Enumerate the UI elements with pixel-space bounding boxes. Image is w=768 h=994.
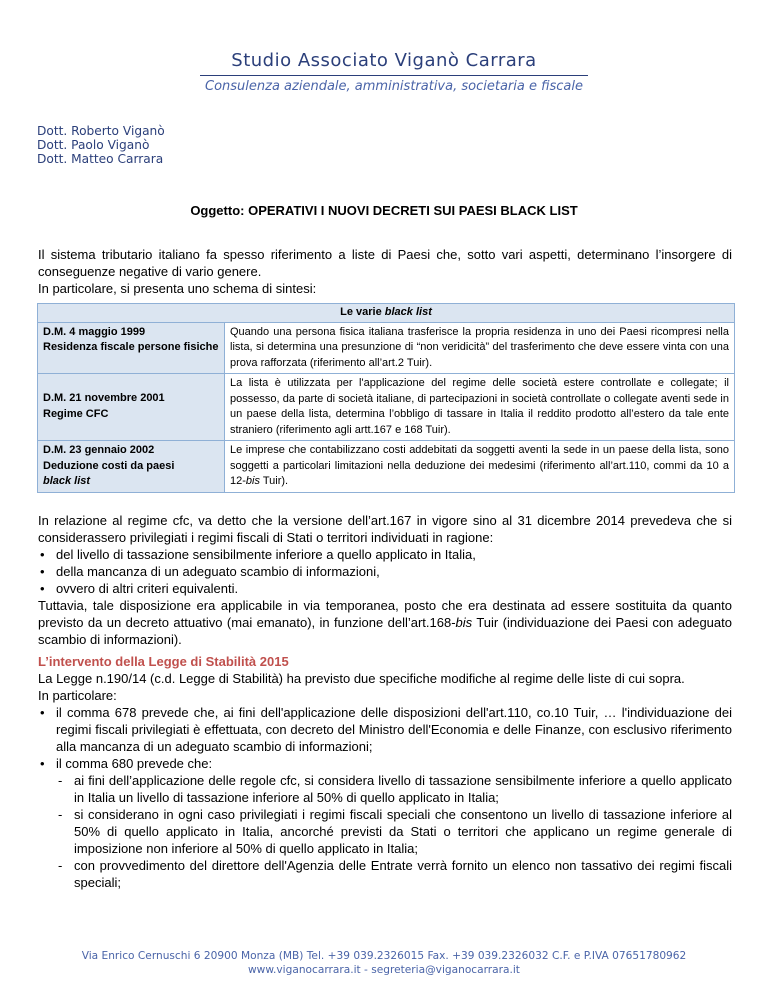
letterhead — [0, 50, 768, 94]
intro-section — [38, 246, 732, 297]
document-subject: Oggetto: OPERATIVI I NUOVI DECRETI SUI PAESI BLACK LIST — [190, 203, 578, 218]
letterhead-divider — [200, 75, 588, 76]
partners-list — [37, 124, 165, 166]
stability-section — [38, 670, 732, 891]
list-item: • del livello di tassazione sensibilmente inferiore a quello applicato in Italia, — [38, 546, 732, 563]
stability-paragraph: In particolare: — [38, 688, 117, 703]
list-item: - con provvedimento del direttore dell'Agenzia delle Entrate verrà fornito un elenco non tassativo dei regimi fiscali speciali; — [56, 857, 732, 891]
row-label: D.M. 21 novembre 2001 Regime CFC — [38, 374, 225, 441]
list-item: • della mancanza di un adeguato scambio di informazioni, — [38, 563, 732, 580]
partner-name: Dott. Paolo Viganò — [37, 138, 150, 152]
section-title: L’intervento della Legge di Stabilità 2015 — [38, 654, 289, 669]
row-label: D.M. 4 maggio 1999 Residenza fiscale persone fisiche — [38, 322, 225, 374]
cfc-paragraph: In relazione al regime cfc, va detto che la versione dell’art.167 in vigore sino al 31 dicembre 2014 prevedeva che si considerassero privilegiati i regimi fiscali di Stati o territori individuati in ragione: — [38, 513, 732, 545]
page-footer — [0, 949, 768, 977]
intro-paragraph: In particolare, si presenta uno schema di sintesi: — [38, 281, 317, 296]
partner-name: Dott. Roberto Viganò — [37, 124, 165, 138]
stability-paragraph: La Legge n.190/14 (c.d. Legge di Stabilità) ha previsto due specifiche modifiche al regime delle liste di cui sopra. — [38, 671, 685, 686]
table-row — [38, 374, 735, 441]
stability-list — [38, 704, 732, 891]
row-label: D.M. 23 gennaio 2002 Deduzione costi da paesi black list — [38, 441, 225, 493]
studio-name: Studio Associato Viganò Carrara — [231, 50, 537, 71]
cfc-section — [38, 512, 732, 648]
list-item: - ai fini dell’applicazione delle regole cfc, si considera livello di tassazione sensibilmente inferiore a quello applicato in Italia un livello di tassazione inferiore al 50% di quello applicato in Italia; — [56, 772, 732, 806]
table-header: Le varie black list — [38, 304, 735, 323]
table-row — [38, 441, 735, 493]
studio-subtitle: Consulenza aziendale, amministrativa, societaria e fiscale — [205, 79, 583, 94]
comma-680-list — [56, 772, 732, 891]
row-description: Le imprese che contabilizzano costi addebitati da soggetti aventi la sede in un paese della lista, sono soggetti a particolari limitazioni nella deduzione dei medesimi (riferimento all’art.110, commi da 10 a 12-bis Tuir). — [225, 441, 735, 493]
footer-address: Via Enrico Cernuschi 6 20900 Monza (MB) Tel. +39 039.2326015 Fax. +39 039.2326032 C.F. e P.IVA 07651780962 — [81, 950, 687, 962]
list-item: • il comma 678 prevede che, ai fini dell'applicazione delle disposizioni dell'art.110, co.10 Tuir, … l'individuazione dei regimi fiscali privilegiati è effettuata, con decreto del Ministro dell'Economia e delle Finanze, con esclusivo riferimento alla mancanza di un adeguato scambio di informazioni; — [38, 704, 732, 755]
list-item: • il comma 680 prevede che: - ai fini dell’applicazione delle regole cfc, si considera livello di tassazione sensibilmente inferiore a quello applicato in Italia un livello di tassazione inferiore al 50% di quello applicato in Italia; - si considerano in ogni caso privilegiati i regimi fiscali speciali che consentono un livello di tassazione inferiore al 50% di quello applicato in Italia, ancorché previsti da Stati o territori che applicano un regime generale di imposizione non inferiore al 50% di quello applicato in Italia; - con provvedimento del direttore dell'Agenzia delle Entrate verrà fornito un elenco non tassativo dei regimi fiscali speciali; — [38, 755, 732, 891]
list-item: • ovvero di altri criteri equivalenti. — [38, 580, 732, 597]
list-item: - si considerano in ogni caso privilegiati i regimi fiscali speciali che consentono un livello di tassazione inferiore al 50% di quello applicato in Italia, ancorché previsti da Stati o territori che applicano un regime generale di imposizione non inferiore al 50% di quello applicato in Italia; — [56, 806, 732, 857]
table-header-row — [38, 304, 735, 323]
footer-contacts: www.viganocarrara.it - segreteria@viganocarrara.it — [248, 964, 520, 976]
cfc-paragraph-2: Tuttavia, tale disposizione era applicabile in via temporanea, posto che era destinata ad essere sostituita da quanto previsto da un decreto attuativo (mai emanato), in funzione dell’art.168-bis Tuir (individuazione dei Paesi con adeguato scambio di informazioni). — [38, 598, 732, 647]
table-row — [38, 322, 735, 374]
row-description: Quando una persona fisica italiana trasferisce la propria residenza in uno dei Paesi ricompresi nella lista, si determina una presunzione di “non veridicità” del trasferimento che deve essere vinta con una prova rafforzata (riferimento all’art.2 Tuir). — [225, 322, 735, 374]
row-description: La lista è utilizzata per l'applicazione del regime delle società estere controllate e collegate; il possesso, da parte di società italiane, di partecipazioni in società controllate o collegate aventi sede in un paese della lista, determina l’obbligo di tassare in Italia il reddito prodotto all’estero da tale ente straniero (riferimento agli artt.167 e 168 Tuir). — [225, 374, 735, 441]
black-list-table — [37, 303, 735, 493]
partner-name: Dott. Matteo Carrara — [37, 152, 164, 166]
intro-paragraph: Il sistema tributario italiano fa spesso riferimento a liste di Paesi che, sotto vari aspetti, determinano l’insorgere di conseguenze negative di vario genere. — [38, 247, 732, 279]
cfc-criteria-list — [38, 546, 732, 597]
